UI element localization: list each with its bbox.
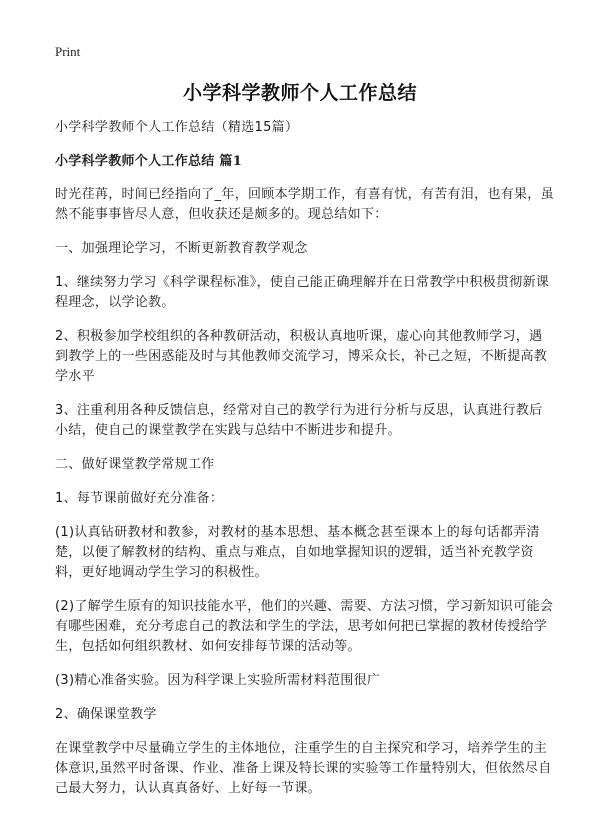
paragraph-item-2: 2、积极参加学校组织的各种教研活动，积极认真地听课，虚心向其他教师学习，遇到教学上的一些困惑能及时与其他教师交流学习，博采众长，补己之短，不断提高教学水平 <box>55 329 548 384</box>
paragraph-ensure-teaching: 2、确保课堂教学 <box>55 707 157 722</box>
paragraph-prep-3: (3)精心准备实验。因为科学课上实验所需材料范围很广 <box>55 673 381 688</box>
print-link[interactable]: Print <box>55 44 81 59</box>
document-body <box>55 118 555 813</box>
paragraph-intro: 时光荏苒，时间已经指向了_年，回顾本学期工作，有喜有忧，有苦有泪，也有果，虽然不能事事皆尽人意，但收获还是颇多的。现总结如下： <box>55 187 554 222</box>
heading-theory-study: 一、加强理论学习，不断更新教育教学观念 <box>55 241 308 256</box>
paragraph-classroom-teaching: 在课堂教学中尽量确立学生的主体地位，注重学生的自主探究和学习，培养学生的主体意识,虽然平时备课、作业、准备上课及特长课的实验等工作量特别大，但依然尽自己最大努力，认认真真备好、上好每一节课。 <box>55 741 552 796</box>
paragraph-item-3: 3、注重利用各种反馈信息，经常对自己的教学行为进行分析与反思，认真进行教后小结，使自己的课堂教学在实践与总结中不断进步和提升。 <box>55 403 543 438</box>
page-title: 小学科学教师个人工作总结 <box>182 82 417 104</box>
section-heading: 小学科学教师个人工作总结 篇1 <box>55 154 243 169</box>
paragraph-prep-1: (1)认真钻研教材和教参，对教材的基本思想、基本概念甚至课本上的每句话都弄清楚，以便了解教材的结构、重点与难点，自如地掌握知识的逻辑，适当补充教学资料，更好地调动学生学习的积极性。 <box>55 525 540 580</box>
paragraph-prep-heading: 1、每节课前做好充分准备： <box>55 491 224 506</box>
heading-classroom-routine: 二、做好课堂教学常规工作 <box>55 457 215 472</box>
document-subtitle: 小学科学教师个人工作总结（精选15篇） <box>55 120 299 135</box>
paragraph-item-1: 1、继续努力学习《科学课程标准》，使自己能正确理解并在日常教学中积极贯彻新课程理念，以学论教。 <box>55 275 550 310</box>
paragraph-prep-2: (2)了解学生原有的知识技能水平，他们的兴趣、需要、方法习惯，学习新知识可能会有哪些困难，充分考虑自己的教法和学生的学法，思考如何把已掌握的教材传授给学生，包括如何组织教材、如何安排每节课的活动等。 <box>55 599 554 654</box>
